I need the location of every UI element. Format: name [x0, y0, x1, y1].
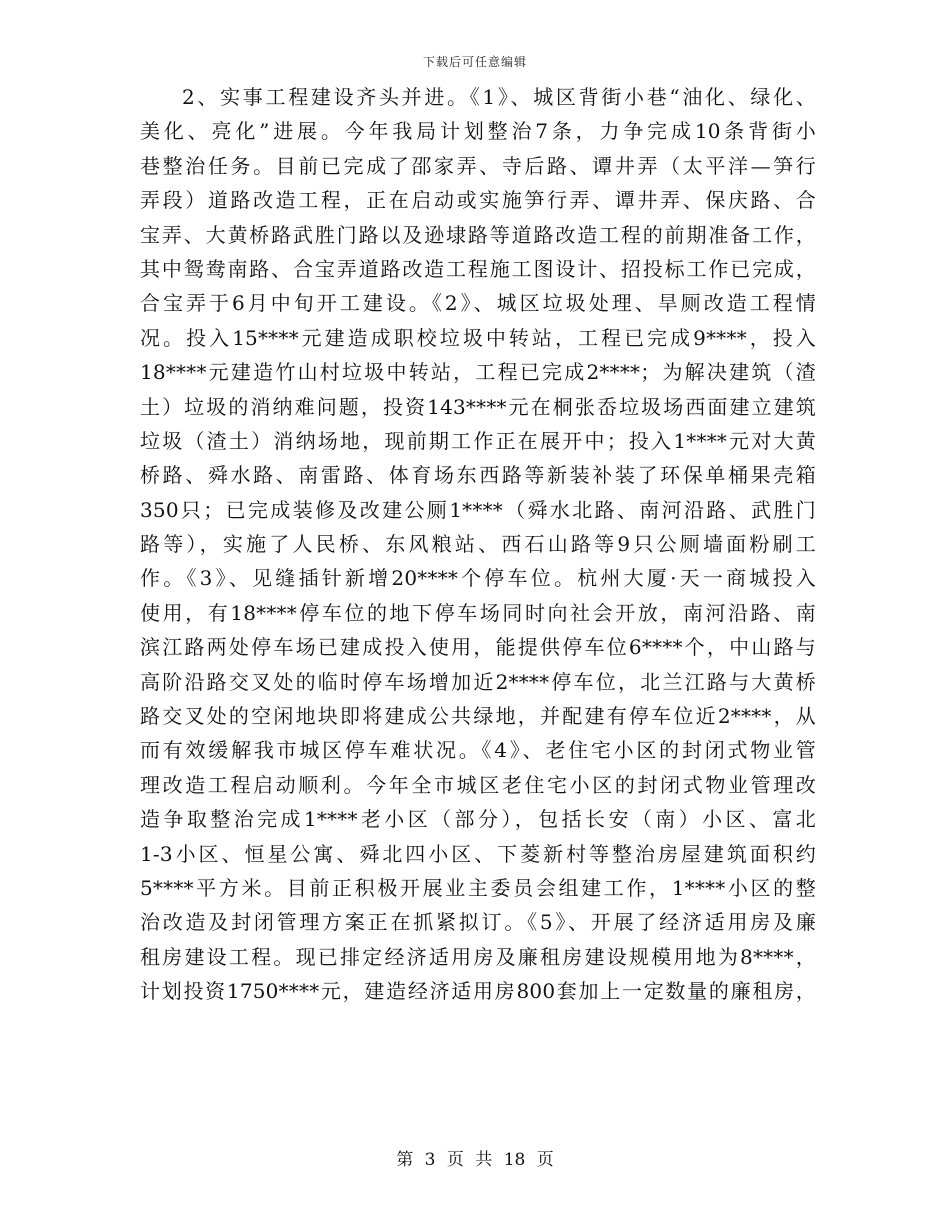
page-number-footer: 第 3 页 共 18 页 — [396, 1150, 554, 1170]
paragraph-line: 巷整治任务。目前已完成了邵家弄、寺后路、谭井弄（太平洋—笋行 — [140, 153, 816, 178]
paragraph-line: 垃圾（渣土）消纳场地，现前期工作正在展开中；投入1****元对大黄 — [140, 428, 816, 453]
paragraph-line: 治改造及封闭管理方案正在抓紧拟订。《5》、开展了经济适用房及廉 — [140, 910, 816, 935]
paragraph-line: 美化、亮化”进展。今年我局计划整治7条，力争完成10条背街小 — [140, 119, 816, 144]
paragraph-line: 弄段）道路改造工程，正在启动或实施笋行弄、谭井弄、保庆路、合 — [140, 188, 816, 213]
paragraph-line: 土）垃圾的消纳难问题，投资143****元在桐张岙垃圾场西面建立建筑 — [140, 394, 816, 419]
paragraph-line: 租房建设工程。现已排定经济适用房及廉租房建设规模用地为8****， — [140, 944, 816, 969]
paragraph-line: 350只；已完成装修及改建公厕1****（舜水北路、南河沿路、武胜门 — [140, 497, 816, 522]
paragraph-line: 高阶沿路交叉处的临时停车场增加近2****停车位，北兰江路与大黄桥 — [140, 669, 816, 694]
paragraph-line: 5****平方米。目前正积极开展业主委员会组建工作，1****小区的整 — [140, 875, 816, 900]
paragraph-line: 理改造工程启动顺利。今年全市城区老住宅小区的封闭式物业管理改 — [140, 772, 816, 797]
paragraph-line: 滨江路两处停车场已建成投入使用，能提供停车位6****个，中山路与 — [140, 635, 816, 660]
paragraph-line: 2、实事工程建设齐头并进。《1》、城区背街小巷“油化、绿化、 — [182, 85, 816, 109]
paragraph-line: 作。《3》、见缝插针新增20****个停车位。杭州大厦·天一商城投入 — [140, 566, 816, 591]
paragraph-line: 合宝弄于6月中旬开工建设。《2》、城区垃圾处理、旱厕改造工程情 — [140, 291, 816, 316]
paragraph-line: 18****元建造竹山村垃圾中转站，工程已完成2****；为解决建筑（渣 — [140, 360, 816, 385]
paragraph-line: 造争取整治完成1****老小区（部分），包括长安（南）小区、富北 — [140, 807, 816, 832]
paragraph-line: 桥路、舜水路、南雷路、体育场东西路等新装补装了环保单桶果壳箱 — [140, 463, 816, 488]
paragraph-line: 而有效缓解我市城区停车难状况。《4》、老住宅小区的封闭式物业管 — [140, 738, 816, 763]
paragraph-line: 宝弄、大黄桥路武胜门路以及逊埭路等道路改造工程的前期准备工作， — [140, 222, 816, 247]
paragraph-line: 况。投入15****元建造成职校垃圾中转站，工程已完成9****，投入 — [140, 325, 816, 350]
paragraph-line: 计划投资1750****元，建造经济适用房800套加上一定数量的廉租房， — [140, 979, 816, 1004]
document-body — [140, 80, 816, 1009]
paragraph-line: 其中鸳鸯南路、合宝弄道路改造工程施工图设计、招投标工作已完成， — [140, 256, 816, 281]
paragraph-line: 使用，有18****停车位的地下停车场同时向社会开放，南河沿路、南 — [140, 600, 816, 625]
paragraph-line: 路等），实施了人民桥、东风粮站、西石山路等9只公厕墙面粉刷工 — [140, 532, 816, 557]
page-header: 下载后可任意编辑 — [422, 55, 527, 69]
paragraph-line: 路交叉处的空闲地块即将建成公共绿地，并配建有停车位近2****，从 — [140, 704, 816, 729]
paragraph-line: 1-3小区、恒星公寓、舜北四小区、下菱新村等整治房屋建筑面积约 — [140, 841, 816, 866]
